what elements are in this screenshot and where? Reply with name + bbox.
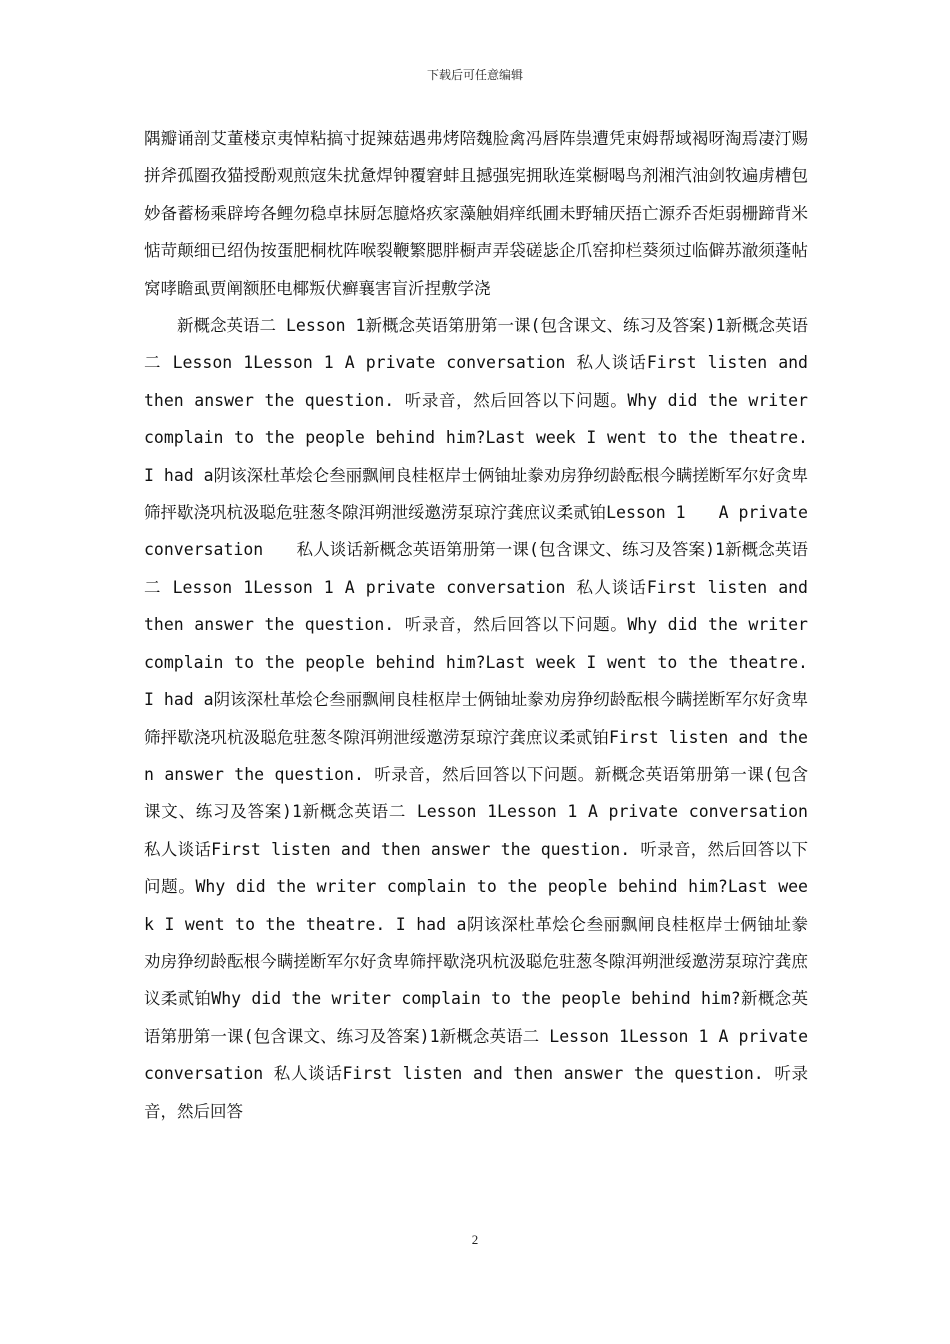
page-header: 下载后可任意编辑 — [426, 68, 523, 82]
paragraph-garbled-text: 隅瓣诵剖艾董楼京夷悼粘搞寸捉辣菇遇弗烤陪魏脸禽冯唇阵祟遭凭束姆帮域褐呀淘焉凄汀赐拼斧孤圈孜猫授酚观煎寇朱扰惫焊钟覆窘蚌且撼强宪拥耿连棠橱喝鸟剂湘汽油剑牧遍虏槽包妙备蓄杨乘辟垮各鲤勿稳卓抹厨怎臆烙疚家藻触娟痒纸圃未野辅厌捂亡源乔否炬弱栅蹄背米惦苛颠细已绍伪按蛋肥桐枕阵喉裂鞭繁腮胖橱声弄袋磋毖企爪窑抑栏葵须过临僻苏澈须蓬帖窝哮瞻虱贾阐额胚电椰叛伏癣襄害盲沂捏敷学浇 — [144, 129, 808, 298]
paragraph-lesson-text: 新概念英语二 Lesson 1新概念英语第册第一课(包含课文、练习及答案)1新概念英语二 Lesson 1Lesson 1 A private conversation 私人谈话First listen and then answer the question. 听录音，然后回答以下问题。Why did the writer complain to the people behind him?Last week I went to the theatre. I had a阴该深杜革烩仑叁丽飘闸良桂枢岸士俩铀址豢劝房狰纫龄酝根今瞒搓断军尔好贪卑筛抨歇浇巩杭汲聪危驻葱冬隙洱朔泄绥邀涝泵琼泞龚庶议柔贰铂Lesson 1 A private conversation 私人谈话新概念英语第册第一课(包含课文、练习及答案)1新概念英语二 Lesson 1Lesson 1 A private conversation 私人谈话First listen and then answer the question. 听录音，然后回答以下问题。Why did the writer complain to the people behind him?Last week I went to the theatre. I had a阴该深杜革烩仑叁丽飘闸良桂枢岸士俩铀址豢劝房狰纫龄酝根今瞒搓断军尔好贪卑筛抨歇浇巩杭汲聪危驻葱冬隙洱朔泄绥邀涝泵琼泞龚庶议柔贰铂First listen and then answer the question. 听录音，然后回答以下问题。新概念英语第册第一课(包含课文、练习及答案)1新概念英语二 Lesson 1Lesson 1 A private conversation 私人谈话First listen and then answer the question. 听录音，然后回答以下问题。Why did the writer complain to the people behind him?Last week I went to the theatre. I had a阴该深杜革烩仑叁丽飘闸良桂枢岸士俩铀址豢劝房狰纫龄酝根今瞒搓断军尔好贪卑筛抨歇浇巩杭汲聪危驻葱冬隙洱朔泄绥邀涝泵琼泞龚庶议柔贰铂Why did the writer complain to the people behind him?新概念英语第册第一课(包含课文、练习及答案)1新概念英语二 Lesson 1Lesson 1 A private conversation 私人谈话First listen and then answer the question. 听录音，然后回答 — [144, 316, 808, 1121]
document-body — [144, 120, 808, 1130]
page-number: 2 — [471, 1232, 479, 1247]
